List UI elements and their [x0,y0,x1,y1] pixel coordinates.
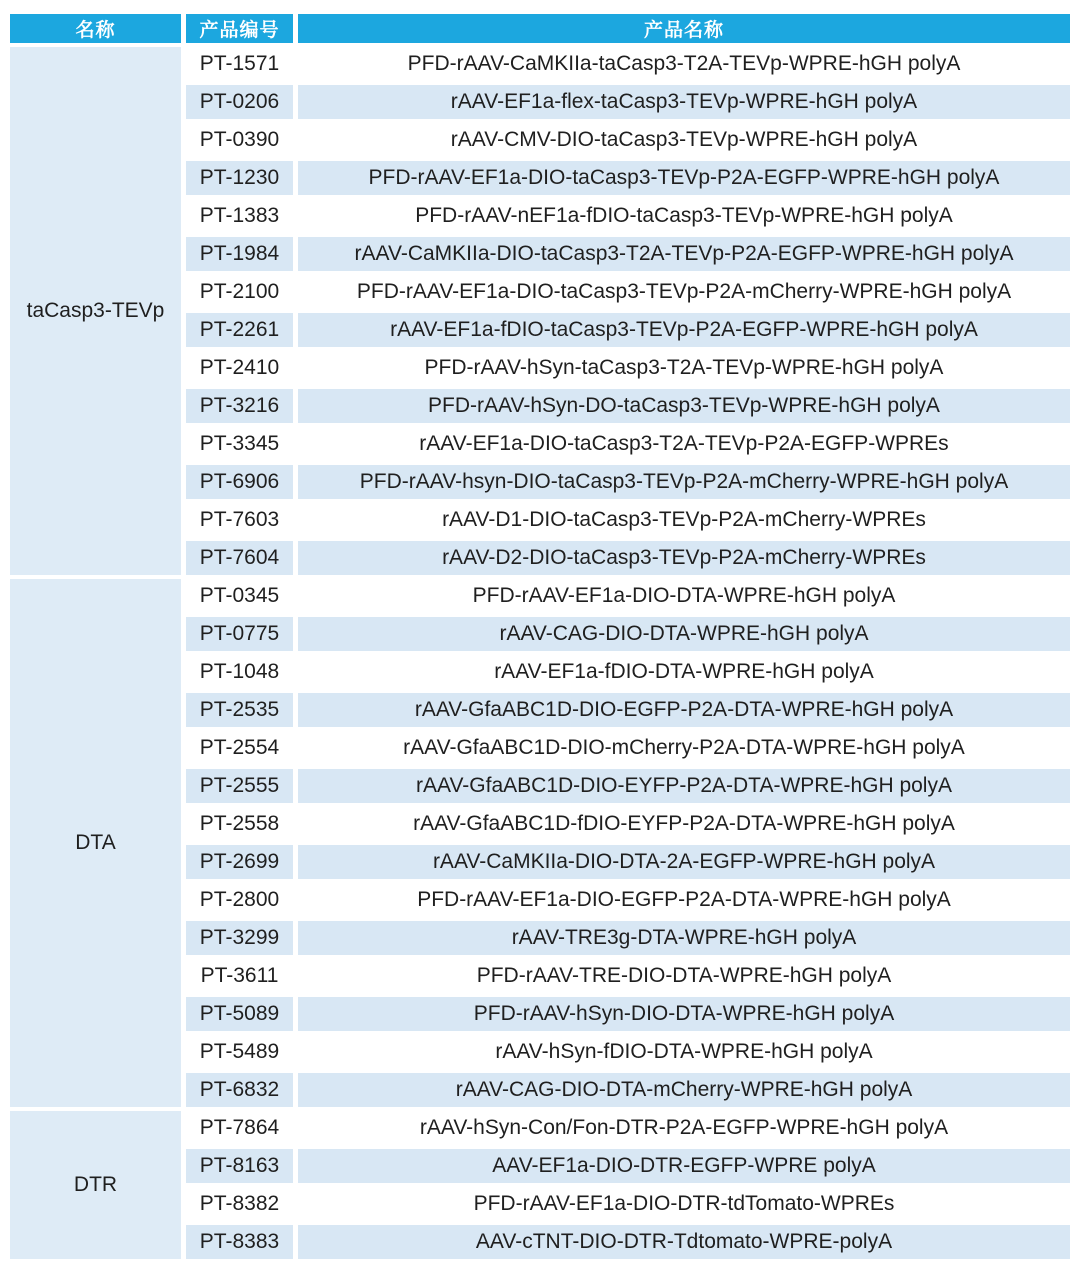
product-code-cell: PT-7864 [199,1116,280,1139]
product-name-cell: rAAV-EF1a-fDIO-DTA-WPRE-hGH polyA [494,660,874,683]
table-header [10,14,1070,43]
column-header-name: 名称 [10,14,181,43]
product-code-cell: PT-1383 [199,204,280,227]
product-code-cell: PT-2410 [199,356,280,379]
product-name-cell: rAAV-EF1a-DIO-taCasp3-T2A-TEVp-P2A-EGFP-WPREs [419,432,949,455]
column-header-product-code: 产品编号 [186,14,293,43]
product-code-cell: PT-2555 [186,769,293,803]
product-code-cell: PT-5089 [186,997,293,1031]
product-name-cell: PFD-rAAV-hSyn-DIO-DTA-WPRE-hGH polyA [298,997,1070,1031]
product-name-cell: rAAV-D2-DIO-taCasp3-TEVp-P2A-mCherry-WPREs [298,541,1070,575]
product-name-cell: PFD-rAAV-EF1a-DIO-EGFP-P2A-DTA-WPRE-hGH polyA [417,888,951,911]
product-name-cell: AAV-EF1a-DIO-DTR-EGFP-WPRE polyA [298,1149,1070,1183]
product-table [5,10,1075,1263]
product-name-cell: PFD-rAAV-EF1a-DIO-taCasp3-TEVp-P2A-mCherry-WPRE-hGH polyA [356,280,1012,303]
product-name-cell: PFD-rAAV-EF1a-DIO-taCasp3-TEVp-P2A-EGFP-WPRE-hGH polyA [298,161,1070,195]
product-name-cell: rAAV-D1-DIO-taCasp3-TEVp-P2A-mCherry-WPREs [442,508,926,531]
product-name-cell: PFD-rAAV-EF1a-DIO-DTR-tdTomato-WPREs [473,1192,895,1215]
product-name-cell: PFD-rAAV-EF1a-DIO-DTA-WPRE-hGH polyA [472,584,896,607]
product-name-cell: rAAV-GfaABC1D-fDIO-EYFP-P2A-DTA-WPRE-hGH polyA [413,812,955,835]
product-code-cell: PT-5489 [199,1040,280,1063]
group-name-cell: DTA [10,579,181,1107]
product-code-cell: PT-2554 [199,736,280,759]
product-name-cell: PFD-rAAV-TRE-DIO-DTA-WPRE-hGH polyA [476,964,892,987]
product-code-cell: PT-2558 [199,812,280,835]
table-body [10,47,1070,1259]
product-name-cell: rAAV-EF1a-fDIO-taCasp3-TEVp-P2A-EGFP-WPRE-hGH polyA [298,313,1070,347]
product-code-cell: PT-7603 [199,508,280,531]
product-name-cell: PFD-rAAV-CaMKIIa-taCasp3-T2A-TEVp-WPRE-hGH polyA [407,52,961,75]
product-code-cell: PT-2100 [199,280,280,303]
product-code-cell: PT-8163 [186,1149,293,1183]
product-code-cell: PT-0775 [186,617,293,651]
product-code-cell: PT-2535 [186,693,293,727]
product-name-cell: rAAV-CMV-DIO-taCasp3-TEVp-WPRE-hGH polyA [450,128,918,151]
group-name-cell: DTR [10,1111,181,1259]
product-name-cell: rAAV-CAG-DIO-DTA-WPRE-hGH polyA [298,617,1070,651]
product-code-cell: PT-1984 [186,237,293,271]
product-name-cell: PFD-rAAV-hsyn-DIO-taCasp3-TEVp-P2A-mCherry-WPRE-hGH polyA [298,465,1070,499]
product-code-cell: PT-8383 [186,1225,293,1259]
product-code-cell: PT-0345 [199,584,280,607]
product-name-cell: rAAV-GfaABC1D-DIO-EGFP-P2A-DTA-WPRE-hGH polyA [298,693,1070,727]
product-code-cell: PT-1571 [199,52,280,75]
product-name-cell: rAAV-CAG-DIO-DTA-mCherry-WPRE-hGH polyA [298,1073,1070,1107]
product-name-cell: PFD-rAAV-hSyn-taCasp3-T2A-TEVp-WPRE-hGH polyA [424,356,944,379]
product-code-cell: PT-6906 [186,465,293,499]
product-name-cell: rAAV-EF1a-flex-taCasp3-TEVp-WPRE-hGH polyA [298,85,1070,119]
product-name-cell: rAAV-GfaABC1D-DIO-EYFP-P2A-DTA-WPRE-hGH polyA [298,769,1070,803]
product-code-cell: PT-2800 [199,888,280,911]
product-code-cell: PT-3299 [186,921,293,955]
product-code-cell: PT-2699 [186,845,293,879]
table-row [10,1111,1070,1145]
product-name-cell: rAAV-hSyn-fDIO-DTA-WPRE-hGH polyA [495,1040,873,1063]
table-row [10,47,1070,81]
column-header-product-name: 产品名称 [298,14,1070,43]
product-name-cell: rAAV-GfaABC1D-DIO-mCherry-P2A-DTA-WPRE-hGH polyA [403,736,965,759]
product-code-cell: PT-1048 [199,660,280,683]
product-code-cell: PT-1230 [186,161,293,195]
header-row [10,14,1070,43]
product-code-cell: PT-2261 [186,313,293,347]
product-code-cell: PT-6832 [186,1073,293,1107]
product-name-cell: rAAV-CaMKIIa-DIO-DTA-2A-EGFP-WPRE-hGH polyA [298,845,1070,879]
product-name-cell: rAAV-TRE3g-DTA-WPRE-hGH polyA [298,921,1070,955]
product-code-cell: PT-0390 [199,128,280,151]
product-code-cell: PT-0206 [186,85,293,119]
product-name-cell: PFD-rAAV-nEF1a-fDIO-taCasp3-TEVp-WPRE-hGH polyA [415,204,953,227]
product-name-cell: AAV-cTNT-DIO-DTR-Tdtomato-WPRE-polyA [298,1225,1070,1259]
product-code-cell: PT-3216 [186,389,293,423]
product-name-cell: PFD-rAAV-hSyn-DO-taCasp3-TEVp-WPRE-hGH polyA [298,389,1070,423]
product-name-cell: rAAV-hSyn-Con/Fon-DTR-P2A-EGFP-WPRE-hGH polyA [419,1116,949,1139]
product-name-cell: rAAV-CaMKIIa-DIO-taCasp3-T2A-TEVp-P2A-EGFP-WPRE-hGH polyA [298,237,1070,271]
product-code-cell: PT-8382 [199,1192,280,1215]
table-row [10,579,1070,613]
product-code-cell: PT-3611 [200,964,279,987]
group-name-cell: taCasp3-TEVp [10,47,181,575]
product-code-cell: PT-7604 [186,541,293,575]
product-code-cell: PT-3345 [199,432,280,455]
